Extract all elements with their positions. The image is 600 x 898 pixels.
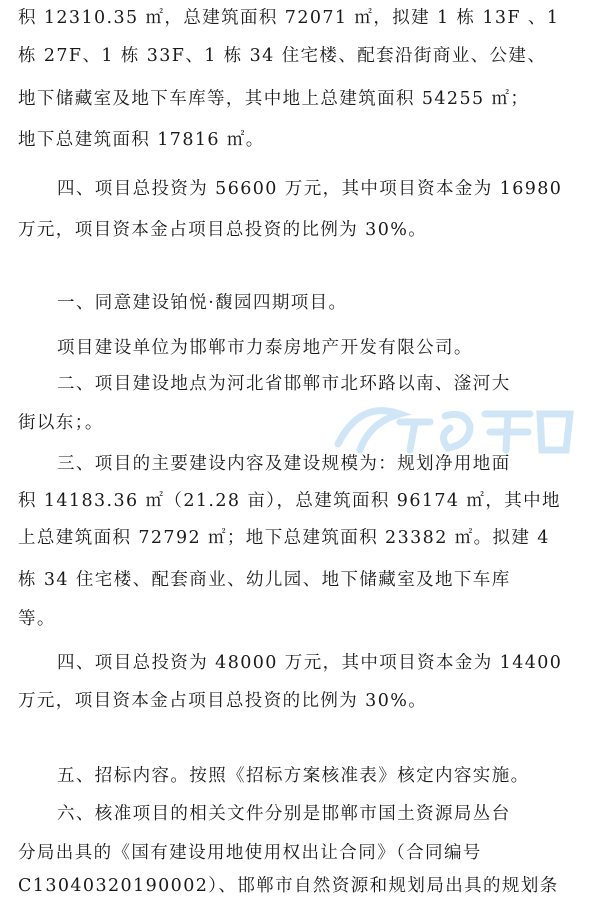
paragraph-line: 三、项目的主要建设内容及建设规模为：规划净用地面 xyxy=(57,454,511,474)
paragraph-line: 栋 34 住宅楼、配套商业、幼儿园、地下储藏室及地下车库 xyxy=(18,570,511,590)
watermark-swoosh xyxy=(338,411,570,450)
paragraph-line: C13040320190002）、邯郸市自然资源和规划局出具的规划条 xyxy=(18,876,559,896)
paragraph-line: 地下储藏室及地下车库等，其中地上总建筑面积 54255 ㎡； xyxy=(18,89,530,109)
paragraph-line: 万元，项目资本金占项目总投资的比例为 30%。 xyxy=(18,691,428,711)
paragraph-line: 四、项目总投资为 48000 万元，其中项目资本金为 14400 xyxy=(57,653,563,673)
paragraph-line: 项目建设单位为邯郸市力泰房地产开发有限公司。 xyxy=(57,338,473,358)
paragraph-line: 地下总建筑面积 17816 ㎡。 xyxy=(18,130,265,150)
paragraph-line: 四、项目总投资为 56600 万元，其中项目资本金为 16980 xyxy=(57,179,563,199)
paragraph-line: 栋 27F、1 栋 33F、1 栋 34 住宅楼、配套沿街商业、公建、 xyxy=(18,46,547,66)
paragraph-line: 街以东；。 xyxy=(18,413,104,433)
paragraph-line: 上总建筑面积 72792 ㎡；地下总建筑面积 23382 ㎡。拟建 4 xyxy=(18,528,550,548)
paragraph-line: 六、核准项目的相关文件分别是邯郸市国土资源局丛台 xyxy=(57,804,511,824)
watermark-logo-icon xyxy=(330,392,580,462)
paragraph-line: 分局出具的《国有建设用地使用权出让合同》（合同编号 xyxy=(18,843,482,863)
paragraph-line: 二、项目建设地点为河北省邯郸市北环路以南、滏河大 xyxy=(57,374,511,394)
paragraph-line: 积 12310.35 ㎡，总建筑面积 72071 ㎡，拟建 1 栋 13F 、1 xyxy=(18,8,560,28)
paragraph-line: 等。 xyxy=(18,609,56,629)
paragraph-line: 一、同意建设铂悦·馥园四期项目。 xyxy=(57,293,348,313)
paragraph-line: 五、招标内容。按照《招标方案核准表》核定内容实施。 xyxy=(57,766,530,786)
paragraph-line: 积 14183.36 ㎡（21.28 亩），总建筑面积 96174 ㎡，其中地 xyxy=(18,491,561,511)
paragraph-line: 万元，项目资本金占项目总投资的比例为 30%。 xyxy=(18,220,428,240)
